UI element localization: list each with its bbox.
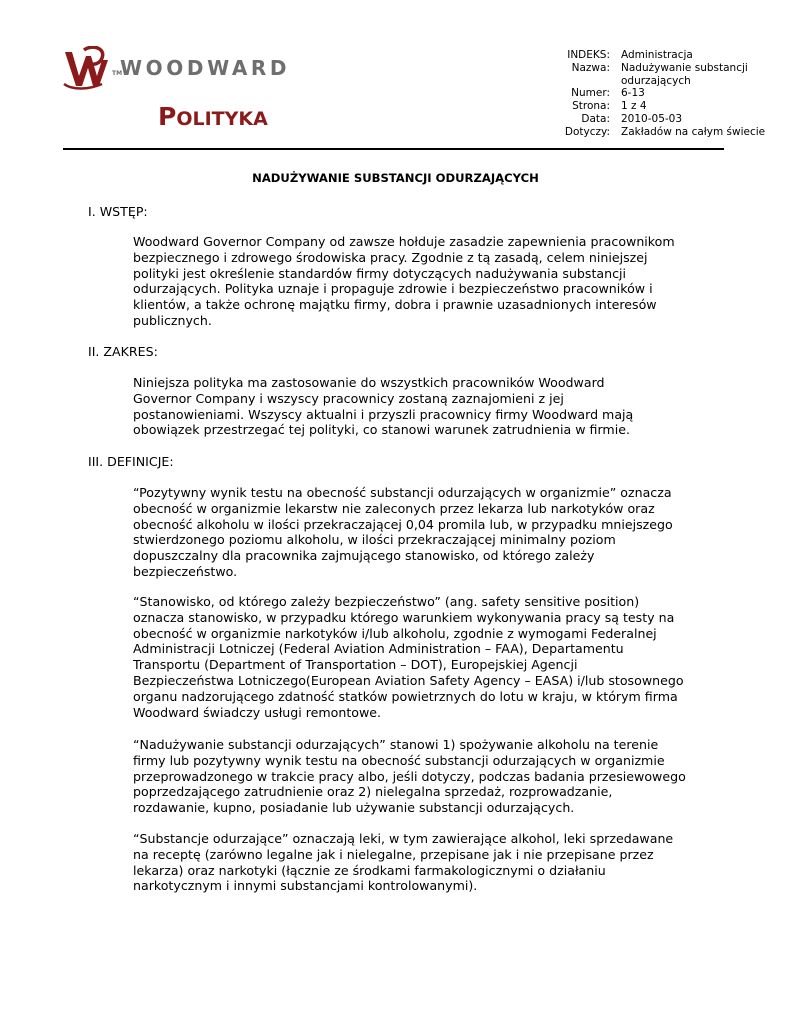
meta-row-name-cont bbox=[540, 75, 771, 88]
paragraph-scope bbox=[133, 375, 718, 438]
meta-label: Numer: bbox=[571, 87, 610, 100]
text-line: Bezpieczeństwa Lotniczego(European Aviation Safety Agency – EASA) i/lub stosownego bbox=[133, 672, 684, 688]
meta-label: Data: bbox=[581, 112, 610, 125]
meta-label: INDEKS: bbox=[567, 49, 610, 61]
text-line: organu nadzorującego zdatność statków powietrznych do lotu w kraju, w którym firma bbox=[133, 688, 678, 704]
meta-value: 2010-05-03 bbox=[621, 112, 683, 125]
meta-value: Nadużywanie substancji bbox=[621, 61, 748, 74]
text-line: obecność w organizmie lekarstw nie zaleconych przez lekarza lub narkotyków oraz bbox=[133, 500, 655, 516]
text-line: na receptę (zarówno legalne jak i nielegalne, przepisane jak i nie przepisane przez bbox=[133, 846, 654, 862]
woodward-logo bbox=[62, 46, 312, 94]
document-type-rest: OLITYKA bbox=[176, 108, 268, 130]
meta-label: Dotyczy: bbox=[564, 125, 610, 138]
meta-value: 1 z 4 bbox=[621, 100, 647, 113]
meta-label bbox=[540, 75, 621, 88]
text-line: stwierdzonego poziomu alkoholu, w ilości przekraczającej minimalny poziom bbox=[133, 532, 616, 548]
woodward-w-emblem-icon bbox=[62, 46, 114, 90]
text-line: bezpiecznego i zdrowego środowiska pracy. Zgodnie z tą zasadą, celem niniejszej bbox=[133, 249, 648, 265]
paragraph-definition-safety-position bbox=[133, 594, 718, 720]
text-line: przeprowadzonego w trakcie pracy albo, jeśli dotyczy, podczas badania przesiewowego bbox=[133, 768, 686, 784]
meta-row-name bbox=[540, 62, 771, 75]
text-line: poprzedzającego zatrudnienie oraz 2) nielegalna sprzedaż, rozprowadzanie, bbox=[133, 784, 613, 800]
text-line: odurzających. Polityka uznaje i propaguje zdrowie i bezpieczeństwo pracowników i bbox=[133, 281, 653, 297]
text-line: obecność w organizmie narkotyków i/lub alkoholu, zgodnie z wymogami Federalnej bbox=[133, 625, 657, 641]
section-heading-definitions: III. DEFINICJE: bbox=[88, 454, 174, 469]
section-heading-scope: II. ZAKRES: bbox=[88, 344, 158, 359]
text-line: lekarza) oraz narkotyki (łącznie ze środkami farmakologicznymi o działaniu bbox=[133, 862, 606, 878]
text-line: Governor Company i wszyscy pracownicy zostaną zaznajomieni z jej bbox=[133, 390, 564, 406]
meta-value: Administracja bbox=[621, 49, 693, 61]
trademark-mark: TM bbox=[112, 70, 123, 77]
paragraph-intro bbox=[133, 234, 718, 329]
text-line: dopuszczalny dla pracownika zajmującego stanowisko, od którego zależy bbox=[133, 548, 595, 564]
text-line: “Stanowisko, od którego zależy bezpieczeństwo” (ang. safety sensitive position) bbox=[133, 594, 640, 609]
meta-value: 6-13 bbox=[621, 87, 645, 100]
meta-row-date bbox=[540, 113, 771, 126]
meta-value: odurzających bbox=[621, 74, 691, 87]
document-type-initial: P bbox=[158, 102, 177, 131]
text-line: firmy lub pozytywny wynik testu na obecność substancji odurzających w organizmie bbox=[133, 752, 665, 768]
header-divider bbox=[63, 148, 724, 150]
text-line: “Substancje odurzające” oznaczają leki, w tym zawierające alkohol, leki sprzedawane bbox=[133, 831, 674, 846]
text-line: narkotycznym i innymi substancjami kontrolowanymi). bbox=[133, 878, 478, 894]
meta-row-page bbox=[540, 100, 771, 113]
text-line: Administracji Lotniczej (Federal Aviation Administration – FAA), Departamentu bbox=[133, 641, 624, 657]
meta-row-applies bbox=[540, 126, 771, 139]
document-meta bbox=[540, 49, 771, 139]
text-line: rozdawanie, kupno, posiadanie lub używanie substancji odurzających. bbox=[133, 800, 575, 816]
paragraph-definition-substances bbox=[133, 831, 718, 894]
document-title: NADUŻYWANIE SUBSTANCJI ODURZAJĄCYCH bbox=[252, 171, 539, 185]
meta-row-index bbox=[540, 49, 771, 62]
meta-value: Zakładów na całym świecie bbox=[621, 125, 766, 138]
meta-label: Nazwa: bbox=[571, 61, 610, 74]
text-line: klientów, a także ochronę majątku firmy, dobra i prawnie uzasadnionych interesów bbox=[133, 297, 657, 313]
text-line: oznacza stanowisko, w przypadku którego warunkiem wykonywania pracy są testy na bbox=[133, 609, 675, 625]
text-line: Transportu (Department of Transportation – DOT), Europejskiej Agencji bbox=[133, 657, 578, 673]
text-line: postanowieniami. Wszyscy aktualni i przyszli pracownicy firmy Woodward mają bbox=[133, 406, 634, 422]
section-heading-intro: I. WSTĘP: bbox=[88, 204, 148, 219]
meta-label: Strona: bbox=[572, 100, 610, 113]
document-type-title bbox=[158, 102, 268, 131]
paragraph-definition-positive-test bbox=[133, 485, 718, 580]
text-line: polityki jest określenie standardów firmy dotyczących nadużywania substancji bbox=[133, 265, 627, 281]
text-line: publicznych. bbox=[133, 312, 212, 328]
meta-row-number bbox=[540, 87, 771, 100]
text-line: Niniejsza polityka ma zastosowanie do wszystkich pracowników Woodward bbox=[133, 375, 605, 390]
text-line: obowiązek przestrzegać tej polityki, co stanowi warunek zatrudnienia w firmie. bbox=[133, 422, 630, 438]
text-line: Woodward Governor Company od zawsze hołduje zasadzie zapewnienia pracownikom bbox=[133, 234, 675, 249]
text-line: obecność alkoholu w ilości przekraczającej 0,04 promila lub, w przypadku mniejszego bbox=[133, 516, 673, 532]
brand-name: WOODWARD bbox=[120, 56, 291, 80]
text-line: “Nadużywanie substancji odurzających” stanowi 1) spożywanie alkoholu na terenie bbox=[133, 737, 659, 752]
paragraph-definition-abuse bbox=[133, 737, 718, 816]
text-line: Woodward świadczy usługi remontowe. bbox=[133, 704, 382, 720]
text-line: “Pozytywny wynik testu na obecność substancji odurzających w organizmie” oznacza bbox=[133, 485, 672, 500]
text-line: bezpieczeństwo. bbox=[133, 563, 238, 579]
